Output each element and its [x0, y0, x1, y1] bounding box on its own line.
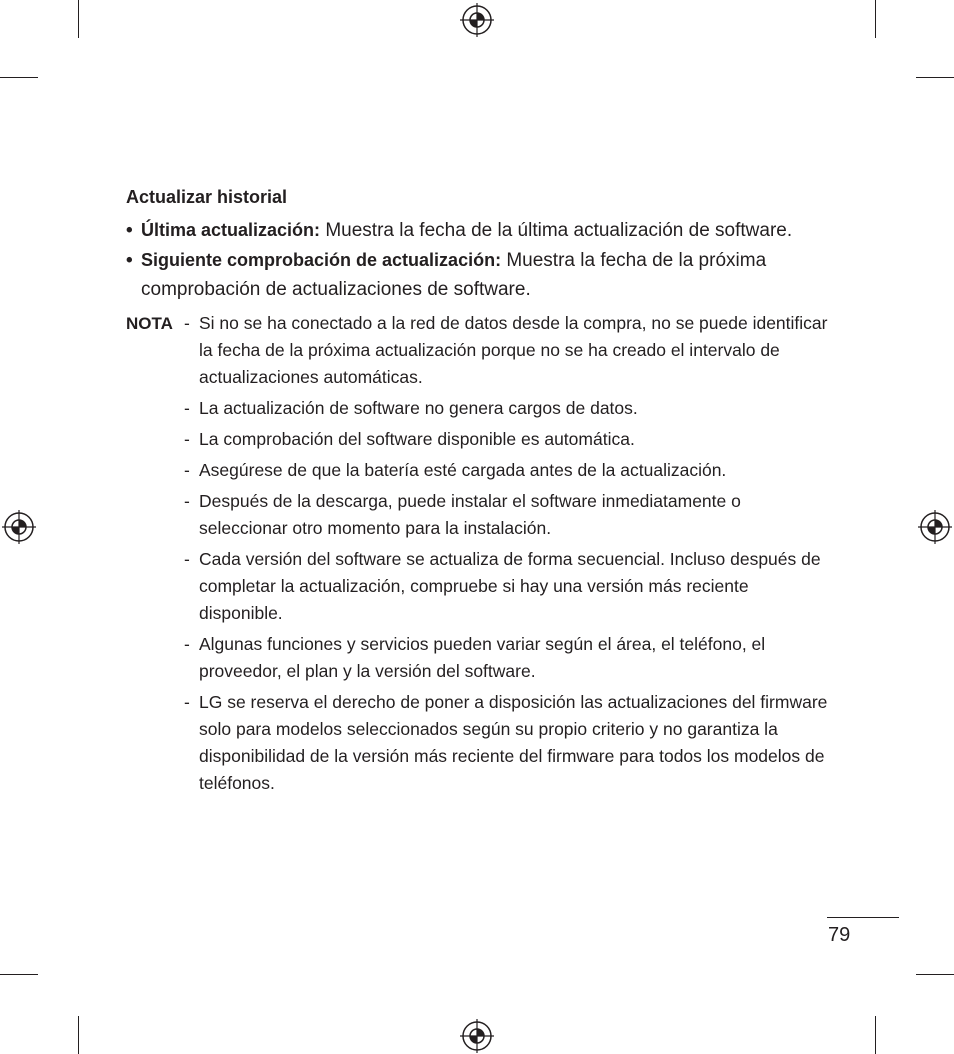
bullet-last-update [126, 216, 832, 245]
note-item [126, 689, 832, 797]
note-dash: - [184, 460, 190, 480]
bullet-dot: • [126, 220, 133, 241]
registration-mark-icon [2, 510, 36, 544]
bullet-text: Muestra la fecha de la próxima comprobación de actualizaciones de software. [141, 250, 767, 300]
crop-mark-bottom-right-horizontal [916, 974, 954, 975]
note-item [126, 395, 832, 422]
note-dash: - [184, 692, 190, 712]
registration-mark-icon [460, 3, 494, 37]
note-item-text: Algunas funciones y servicios pueden variar según el área, el teléfono, el proveedor, el plan y la versión del software. [199, 634, 766, 681]
crop-mark-bottom-right-vertical [875, 1016, 876, 1054]
note-label: NOTA [126, 314, 173, 333]
note-item [126, 457, 832, 484]
note-dash: - [184, 429, 190, 449]
bullet-text: Muestra la fecha de la última actualización de software. [320, 220, 793, 241]
note-item-text: Asegúrese de que la batería esté cargada antes de la actualización. [199, 460, 727, 480]
note-dash: - [184, 549, 190, 569]
note-item-text: LG se reserva el derecho de poner a disposición las actualizaciones del firmware solo para modelos seleccionados según su propio criterio y no garantiza la disponibilidad de la versión más reciente del firmware para todos los modelos de teléfonos. [199, 692, 828, 793]
bullet-label: Siguiente comprobación de actualización: [141, 250, 502, 270]
note-dash: - [184, 491, 190, 511]
note-item [126, 546, 832, 627]
crop-mark-top-right-horizontal [916, 77, 954, 78]
note-item [126, 488, 832, 542]
note-item [126, 631, 832, 685]
page-number-rule [827, 917, 899, 918]
note-dash: - [184, 398, 190, 418]
note-item-text: La comprobación del software disponible es automática. [199, 429, 635, 449]
note-item-text: Después de la descarga, puede instalar el software inmediatamente o seleccionar otro momento para la instalación. [199, 491, 741, 538]
crop-mark-top-left-vertical [78, 0, 79, 38]
registration-mark-icon [460, 1019, 494, 1053]
crop-mark-bottom-left-vertical [78, 1016, 79, 1054]
note-item [126, 426, 832, 453]
note-item-text: Cada versión del software se actualiza de forma secuencial. Incluso después de completar la actualización, compruebe si hay una versión más reciente disponible. [199, 549, 821, 623]
crop-mark-top-right-vertical [875, 0, 876, 38]
note-item-text: Si no se ha conectado a la red de datos desde la compra, no se puede identificar la fecha de la próxima actualización porque no se ha creado el intervalo de actualizaciones automáticas. [199, 313, 828, 387]
note-dash: - [184, 313, 190, 333]
note-dash: - [184, 634, 190, 654]
section-heading: Actualizar historial [126, 187, 288, 207]
page-content [126, 184, 832, 801]
bullet-dot: • [126, 250, 133, 271]
bullet-next-check [126, 246, 832, 304]
crop-mark-top-left-horizontal [0, 77, 38, 78]
page-number: 79 [828, 924, 851, 946]
registration-mark-icon [918, 510, 952, 544]
note-block [126, 310, 832, 797]
bullet-label: Última actualización: [141, 220, 321, 240]
note-item [126, 310, 832, 391]
note-item-text: La actualización de software no genera cargos de datos. [199, 398, 638, 418]
crop-mark-bottom-left-horizontal [0, 974, 38, 975]
